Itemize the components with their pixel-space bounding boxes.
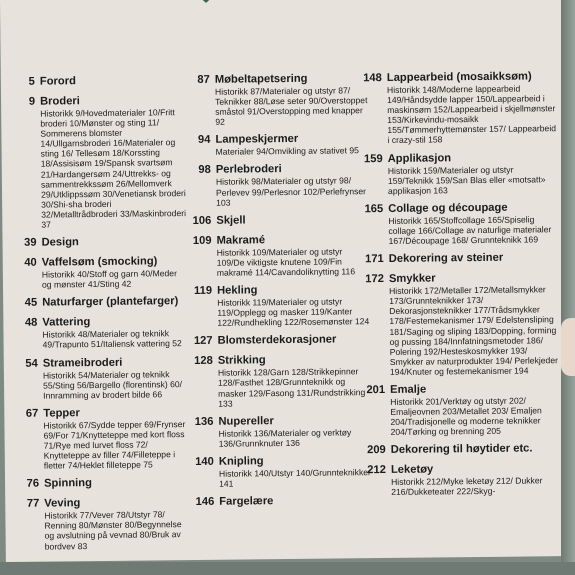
toc-page-number: 54 <box>25 357 38 370</box>
toc-entry <box>194 353 373 408</box>
toc-entry-heading <box>192 213 370 228</box>
toc-entry <box>21 295 187 310</box>
toc-page-number: 172 <box>365 273 385 286</box>
toc-entry <box>194 333 372 348</box>
toc-entry <box>365 271 562 377</box>
toc-entry <box>22 356 188 401</box>
toc-entry <box>367 442 563 457</box>
toc-entry <box>192 213 370 228</box>
toc-subtopics: Historikk 109/Materialer og utstyr 109/De viktigste knutene 109/Fin makramé 114/Cavandoliknytting 116 <box>216 246 356 278</box>
toc-chapter-title: Applikasjon <box>387 151 452 165</box>
toc-entry <box>191 133 369 158</box>
toc-page-number: 209 <box>367 444 386 457</box>
toc-entry <box>19 94 186 230</box>
toc-entry-heading <box>19 74 185 89</box>
toc-subtopics: Historikk 54/Materialer og teknikk 55/Sting 56/Bargello (florentinsk) 60/ Innramming av brodert bilde 66 <box>42 368 183 401</box>
toc-subtopics: Historikk 201/Verktøy og utstyr 202/ Emaljeovnen 203/Metallet 203/ Emaljen 204/Tradisjonelle og moderne teknikker 204/Tørking og brenning 205 <box>390 395 542 438</box>
toc-chapter-title: Emalje <box>390 383 427 396</box>
toc-entry <box>364 151 560 196</box>
toc-chapter-title: Makramé <box>216 233 266 247</box>
toc-page-number: 87 <box>197 73 210 86</box>
toc-subtopics: Historikk 48/Materialer og teknikk 49/Trapunto 51/Italiensk vattering 52 <box>42 328 182 350</box>
toc-page-number: 159 <box>363 152 383 165</box>
toc-entry <box>366 382 563 437</box>
toc-chapter-title: Forord <box>39 75 76 88</box>
toc-subtopics: Historikk 140/Utstyr 140/Grunnteknikker 141 <box>218 467 371 489</box>
toc-page-number: 136 <box>194 415 214 428</box>
toc-subtopics: Materialer 94/Omvikling av stativet 95 <box>215 145 359 158</box>
toc-entry <box>191 72 370 127</box>
toc-page-number: 98 <box>198 164 211 177</box>
toc-entry <box>363 70 560 146</box>
toc-subtopics: Historikk 128/Garn 128/Strikkepinner 128/Fasthet 128/Grunnteknikk og masker 129/Fasong 131/Rundstrikking 133 <box>217 366 366 409</box>
toc-entry <box>364 201 560 246</box>
toc-page-number: 119 <box>193 284 213 298</box>
toc-entry <box>23 476 189 491</box>
toc-entry <box>195 454 373 489</box>
toc-entry-heading <box>21 295 187 310</box>
toc-chapter-title: Fargelære <box>219 495 274 508</box>
toc-entry <box>195 494 373 509</box>
toc-page-number: 40 <box>24 256 37 269</box>
toc-chapter-title: Veving <box>44 497 81 510</box>
toc-page-number: 212 <box>367 464 387 477</box>
toc-subtopics: Historikk 87/Materialer og utstyr 87/ Teknikker 88/Løse seter 90/Overstoppet småstol 91/Overstopping med knapper 92 <box>214 85 368 128</box>
toc-page-number: 109 <box>192 234 212 247</box>
toc-page-number: 148 <box>363 72 382 85</box>
toc-subtopics: Historikk 98/Materialer og utstyr 98/ Perlevev 99/Perlesnor 102/Perlefrynser 103 <box>215 175 367 208</box>
toc-entry-heading <box>23 476 189 491</box>
toc-column-right <box>363 70 564 505</box>
toc-page-number: 48 <box>24 316 38 330</box>
toc-subtopics: Historikk 172/Metaller 172/Metallsmykker 173/Grunnteknikker 173/ Dekorasjonsteknikker 177/Trådsmykker 178/Festemekanismer 179/ Edelstensliping 181/Saging og sliping 183/Dopping, forming og pussing 184/Innfatningsmetoder 186/ Polering 192/Hesteskosmykker 193/ Smykker av naturprodukter 194/ Perlekjeder 194/Knuter og festemekanismer 194 <box>389 284 558 377</box>
toc-entry <box>367 462 563 497</box>
toc-page-number: 146 <box>195 495 215 509</box>
toc-page-number: 76 <box>26 477 40 490</box>
toc-entry <box>19 74 185 89</box>
toc-entry <box>192 233 370 278</box>
toc-chapter-title: Lampeskjermer <box>215 133 299 147</box>
toc-subtopics: Historikk 148/Moderne lappearbeid 149/Håndsydde lapper 150/Lappearbeid i maskinsøm 152/Lappearbeid i skjellmønster 153/Kirkevindu-mosaikk 155/Tømmerhyttemønster 157/ Lappearbeid i crazy-stil 158 <box>386 83 557 146</box>
toc-entry <box>21 255 187 290</box>
toc-chapter-title: Møbeltapetsering <box>214 72 308 86</box>
toc-subtopics: Historikk 159/Materialer og utstyr 159/Teknikk 159/San Blas eller «motsatt» applikasjon 163 <box>387 164 546 196</box>
toc-entry-heading <box>194 333 372 348</box>
toc-chapter-title: Skjell <box>216 214 246 227</box>
finger <box>561 318 575 376</box>
toc-page-number: 39 <box>24 236 37 249</box>
toc-page-number: 5 <box>28 75 35 88</box>
toc-chapter-title: Spinning <box>44 477 92 490</box>
toc-entry <box>193 283 371 328</box>
toc-chapter-title: Vaffelsøm (smocking) <box>41 255 158 269</box>
toc-entry-heading <box>363 70 559 85</box>
toc-chapter-title: Nupereller <box>218 414 274 428</box>
toc-chapter-title: Lappearbeid (mosaikksøm) <box>386 70 532 84</box>
toc-subtopics: Historikk 9/Hovedmaterialer 10/Fritt broderi 10/Mønster og sting 11/ Sommerens blomster 14/Ullgarnsbroderi 16/Materialer og sting 16/ Tellesøm 18/Korssting 18/Assisisøm 19/Spansk svartsøm 21/Hardangersøm 24/Uttrekks- og sammentrekkssøm 26/Mellomverk 29/Utklippssøm 30/Venetiansk broderi 30/Shi-sha broderi 32/Metalltrådbroderi 33/Maskinbroderi 37 <box>40 107 187 230</box>
toc-entry <box>20 235 186 250</box>
toc-chapter-title: Hekling <box>216 284 258 297</box>
toc-subtopics: Historikk 67/Sydde tepper 69/Frynser 69/For 71/Knytteteppe med kort floss 71/Rye med lurvet floss 72/ Knytteteppe av filler 74/Filleteppe i fletter 74/Heklet filleteppe 75 <box>43 418 186 471</box>
table-surface <box>0 562 575 575</box>
toc-subtopics: Historikk 165/Stoffcollage 165/Spiselig collage 166/Collage av naturlige materialer 167/Découpage 168/ Grunnteknikk 169 <box>388 214 552 246</box>
toc-chapter-title: Strameibroderi <box>42 356 123 370</box>
toc-subtopics: Historikk 77/Vever 78/Utstyr 78/ Renning 80/Mønster 80/Begynnelse og avslutning på vevnad 80/Bruk av bordvev 83 <box>44 509 182 552</box>
toc-chapter-title: Knipling <box>218 455 264 468</box>
toc-page-number: 9 <box>28 95 36 108</box>
toc-entry <box>23 496 190 551</box>
toc-page-number: 106 <box>192 214 212 227</box>
toc-page-number: 127 <box>193 335 213 348</box>
toc-entry <box>21 315 187 350</box>
toc-subtopics: Historikk 119/Materialer og utstyr 119/Opplegg og masker 119/Kanter 122/Rundhekling 122/Rosemønster 124 <box>217 296 370 328</box>
toc-page-number: 171 <box>365 253 384 266</box>
toc-page-number: 94 <box>197 134 211 147</box>
toc-page-number: 67 <box>25 407 39 420</box>
toc-page-number: 77 <box>26 497 40 510</box>
toc-entry-heading <box>20 235 186 250</box>
toc-column-left <box>19 74 190 558</box>
page-edge-shadow <box>561 0 575 575</box>
toc-chapter-title: Strikking <box>217 354 266 368</box>
toc-page-number: 165 <box>364 202 384 216</box>
leaf-ornament-icon <box>198 0 214 4</box>
toc-page-number: 45 <box>24 296 38 310</box>
toc-entry <box>194 414 372 449</box>
toc-entry-heading <box>365 251 561 266</box>
toc-subtopics: Historikk 40/Stoff og garn 40/Meder og mønster 41/Sting 42 <box>41 268 177 290</box>
toc-chapter-title: Collage og découpage <box>388 201 508 215</box>
toc-chapter-title: Dekorering til høytider etc. <box>390 442 533 457</box>
toc-chapter-title: Naturfarger (plantefarger) <box>42 295 179 309</box>
toc-chapter-title: Tepper <box>43 406 80 420</box>
toc-page-number: 140 <box>195 455 214 468</box>
toc-chapter-title: Leketøy <box>390 463 434 477</box>
toc-chapter-title: Smykker <box>388 272 436 286</box>
toc-entry-heading <box>367 442 563 457</box>
toc-entry <box>22 406 189 471</box>
toc-entry <box>192 163 370 208</box>
toc-page-number: 201 <box>366 383 386 397</box>
toc-chapter-title: Broderi <box>40 95 80 108</box>
toc-chapter-title: Dekorering av steiner <box>388 251 504 266</box>
toc-chapter-title: Blomsterdekorasjoner <box>217 333 337 348</box>
toc-entry-heading <box>195 494 373 509</box>
toc-page-number: 128 <box>194 355 213 368</box>
toc-chapter-title: Design <box>41 236 79 249</box>
toc-entry <box>365 251 561 266</box>
toc-chapter-title: Perlebroderi <box>215 163 282 177</box>
toc-chapter-title: Vattering <box>42 316 91 329</box>
toc-column-middle <box>191 72 374 516</box>
toc-subtopics: Historikk 212/Myke leketøy 212/ Dukker 216/Dukketeater 222/Skyg- <box>391 475 543 498</box>
toc-subtopics: Historikk 136/Materialer og verktøy 136/Grunnknuter 136 <box>218 427 352 449</box>
